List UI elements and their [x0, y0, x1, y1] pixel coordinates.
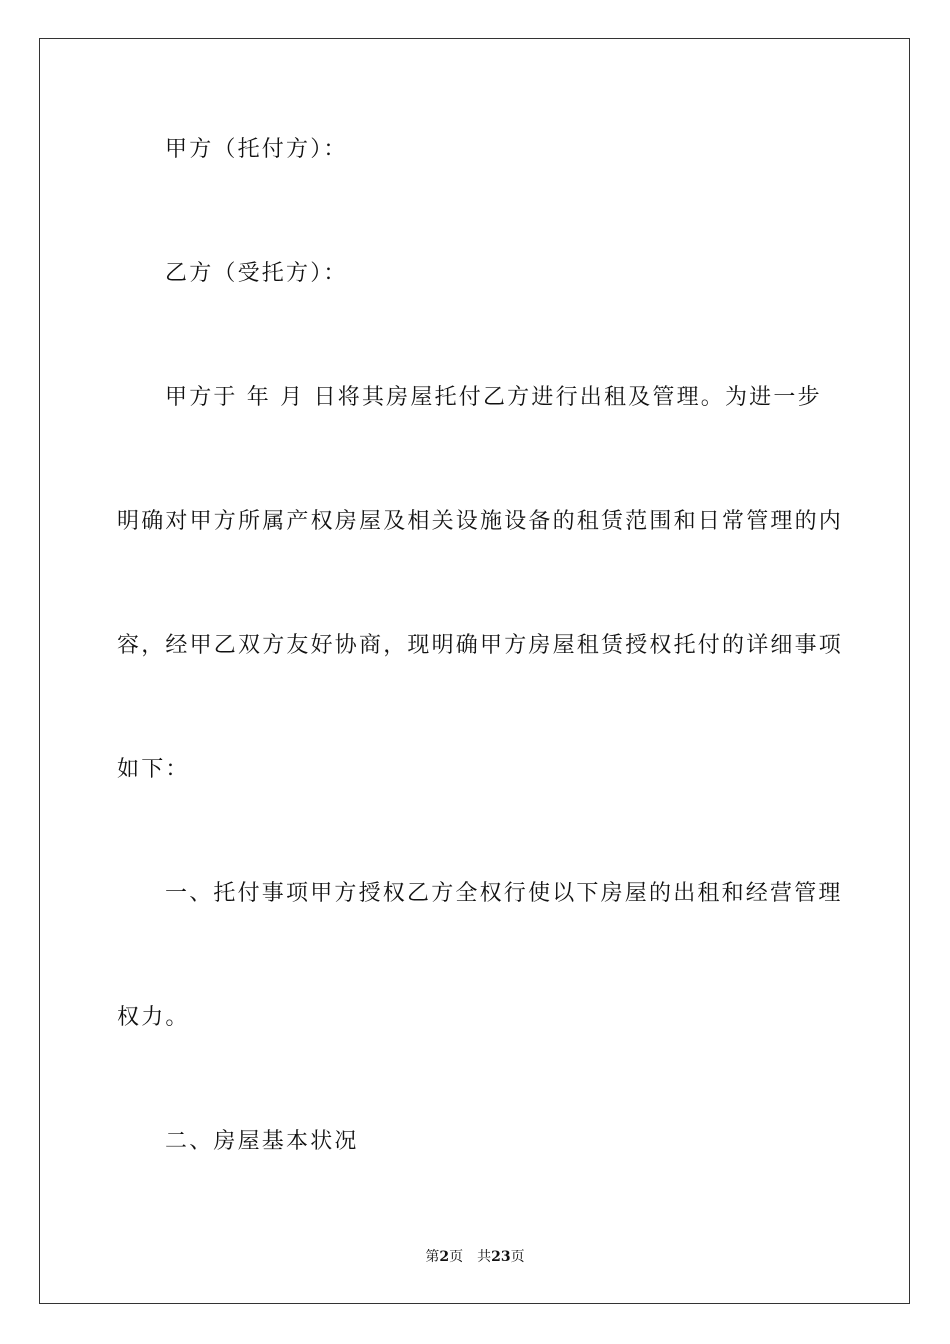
body-paragraph-line: 明确对甲方所属产权房屋及相关设施设备的租赁范围和日常管理的内 [117, 509, 844, 534]
footer-page-prefix: 第 [425, 1249, 440, 1265]
body-paragraph-line: 容，经甲乙双方友好协商，现明确甲方房屋租赁授权托付的详细事项 [117, 633, 844, 658]
footer-page-number: 2 [439, 1249, 450, 1265]
footer-page-suffix: 页 [449, 1249, 464, 1265]
body-paragraph-line: 甲方于 年 月 日将其房屋托付乙方进行出租及管理。为进一步 [165, 385, 822, 410]
page-border [39, 38, 910, 1304]
page-footer [0, 1248, 950, 1266]
footer-total-pages: 23 [491, 1249, 511, 1265]
footer-total-prefix: 共 [477, 1249, 492, 1265]
footer-total-suffix: 页 [510, 1249, 525, 1265]
body-paragraph-line: 如下： [117, 757, 190, 782]
party-a-line: 甲方（托付方）： [165, 137, 348, 162]
section-one-line: 一、托付事项甲方授权乙方全权行使以下房屋的出租和经营管理 [165, 881, 843, 906]
section-two-heading: 二、房屋基本状况 [165, 1129, 359, 1154]
party-b-line: 乙方（受托方）： [165, 261, 348, 286]
section-one-line: 权力。 [117, 1005, 190, 1030]
